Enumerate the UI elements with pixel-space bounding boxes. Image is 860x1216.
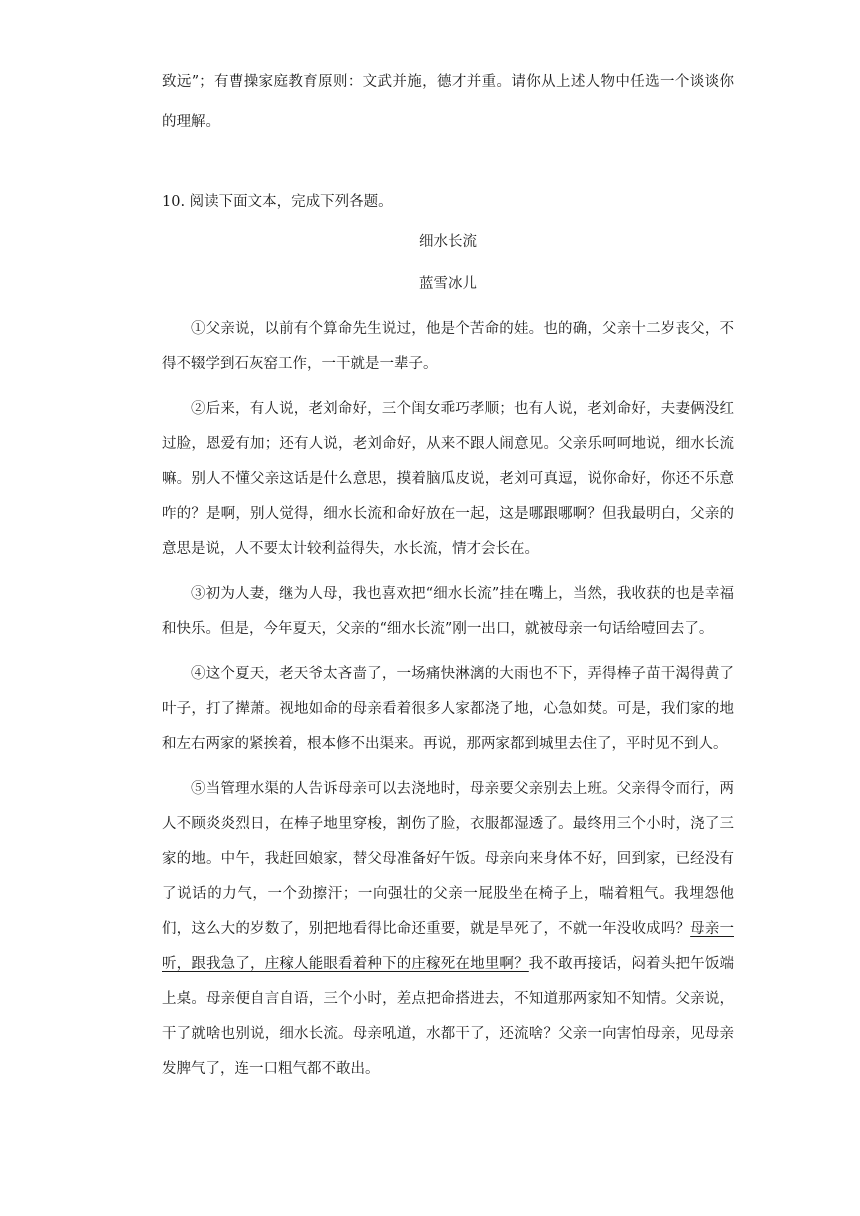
paragraph-3: ③初为人妻，继为人母，我也喜欢把“细水长流”挂在嘴上，当然，我收获的也是幸福和快乐。但是，今年夏天，父亲的“细水长流”刚一出口，就被母亲一句话给噎回去了。 bbox=[162, 586, 734, 637]
article-body bbox=[162, 312, 734, 1097]
underlined-sentence: 母亲一听，跟我急了，庄稼人能眼看着种下的庄稼死在地里啊？ bbox=[162, 921, 734, 972]
question-header: 10. 阅读下面文本，完成下列各题。 bbox=[162, 194, 393, 210]
article-author: 蓝雪冰儿 bbox=[419, 276, 477, 292]
paragraph-5 bbox=[162, 772, 734, 1087]
previous-question-text: 致远”；有曹操家庭教育原则：文武并施，德才并重。请你从上述人物中任选一个谈谈你的理解。 bbox=[162, 74, 734, 130]
article-title: 细水长流 bbox=[419, 234, 477, 250]
paragraph-5-part-b: 我不敢再接话，闷着头把午饭端上桌。母亲便自言自语，三个小时，差点把命搭进去，不知道那两家知不知情。父亲说，干了就啥也别说，细水长流。母亲吼道，水都干了，还流啥？父亲一向害怕母亲，见母亲发脾气了，连一口粗气都不敢出。 bbox=[162, 956, 735, 1077]
paragraph-2: ②后来，有人说，老刘命好，三个闺女乖巧孝顺；也有人说，老刘命好，夫妻俩没红过脸，恩爱有加；还有人说，老刘命好，从来不跟人闹意见。父亲乐呵呵地说，细水长流嘛。别人不懂父亲这话是什么意思，摸着脑瓜皮说，老刘可真逗，说你命好，你还不乐意咋的？是啊，别人觉得，细水长流和命好放在一起，这是哪跟哪啊？但我最明白，父亲的意思是说，人不要太计较利益得失，水长流，情才会长在。 bbox=[162, 401, 734, 557]
paragraph-5-part-a: ⑤当管理水渠的人告诉母亲可以去浇地时，母亲要父亲别去上班。父亲得令而行，两人不顾炎炎烈日，在棒子地里穿梭，割伤了脸，衣服都湿透了。最终用三个小时，浇了三家的地。中午，我赶回娘家，替父母准备好午饭。母亲向来身体不好，回到家，已经没有了说话的力气，一个劲擦汗；一向强壮的父亲一屁股坐在椅子上，喘着粗气。我埋怨他们，这么大的岁数了，别把地看得比命还重要，就是旱死了，不就一年没收成吗？ bbox=[162, 781, 734, 937]
paragraph-4: ④这个夏天，老天爷太吝啬了，一场痛快淋漓的大雨也不下，弄得棒子苗干渴得黄了叶子，打了撵萧。视地如命的母亲看着很多人家都浇了地，心急如焚。可是，我们家的地和左右两家的紧挨着，根本修不出渠来。再说，那两家都到城里去住了，平时见不到人。 bbox=[162, 666, 734, 752]
paragraph-1: ①父亲说，以前有个算命先生说过，他是个苦命的娃。也的确，父亲十二岁丧父，不得不辍学到石灰窑工作，一干就是一辈子。 bbox=[162, 321, 734, 372]
